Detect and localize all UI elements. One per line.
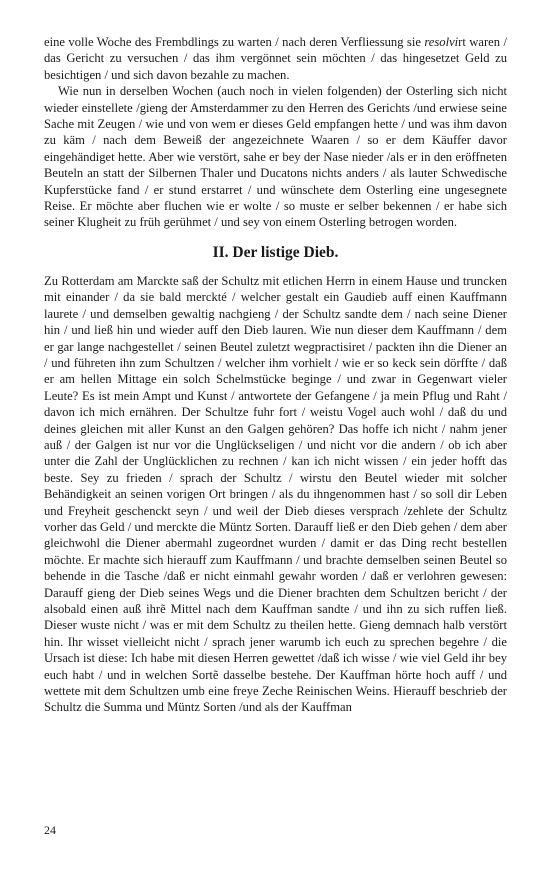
paragraph	[44, 83, 507, 231]
paragraph-text: Zu Rotterdam am Marckte saß der Schultz mit etlichen Herrn in einem Hause und truncken mit einander / da sie bald merckté / welcher gestalt ein Gaudieb auff einen Kauffmann laurete / und demselben gewaltig nachgieng / der Schultz sandte dem / nach seine Diener hin / und ließ hin und wieder auff den Dieb lauren. Wie nun dieser dem Kauffmann / dem er gar lange nachgestellet / seinen Beutel zuletzt wegpractisiret / packten ihn die Diener an / und führeten ihn zum Schultzen / welcher ihm vorhielt / wie er so keck sein dörffte / daß er am hellen Mittage ein solch Schelmstücke beginge / und zwar in Gegenwart vieler Leute? Es ist mein Ampt und Kunst / antwortete der Gefangene / ja mein Pflug und Raht / davon ich mich ernähren. Der Schultze fuhr fort / weistu Vogel auch wohl / daß du und deines gleichen mit aller Kunst an den Galgen gehören? Das hoffe ich nicht / nahm jener auß / der Galgen ist nur vor die Unglückseligen / und nicht vor die andern / ob ich aber unter die Zahl der Unglücklichen zu rechnen / kan ich nicht wissen / ein jeder hofft das beste. Sey zu frieden / sprach der Schultz / wirstu den Beutel wieder mit solcher Behändigkeit an seinen vorigen Ort bringen / als du ihngenommen hast / so soll dir Leben und Freyheit geschenckt seyn / und weil der Dieb dieses versprach /zehlete der Schultz vorher das Geld / und merckte die Müntz Sorten. Darauff ließ er den Dieb gehen / dem aber gleichwohl die Diener abermahl zugeordnet wurden / damit er das Ding recht bestellen möchte. Er machte sich hierauff zum Kauffmann / und brachte demselben seinen Beutel so behende in die Tasche /daß er nicht einmahl gewahr worden / daß er verlohren gewesen: Darauff gieng der Dieb seines Wegs und die Diener brachten dem Schultzen bericht / der alsobald einen auß ihrẽ Mittel nach dem Kauffman sandte / und ihn zu sich ruffen ließ. Dieser wuste nicht / was er mit dem Schultz zu theilen hette. Gieng demnach halb verstört hin. Ihr wisset vielleicht nicht / sprach jener warumb ich euch zu sprechen begehre / die Ursach ist diese: Ich habe mit diesen Herren gewettet /daß ich wisse / wie viel Geld ihr bey euch habt / und in welchen Sortẽ dasselbe bestehe. Der Kauffman hörte hoch auff / und wettete mit dem Schultzen umb eine freye Zeche Reinischen Weins. Hierauff beschrieb der Schultz die Summa und Müntz Sorten /und als der Kauffman	[44, 273, 507, 715]
paragraph	[44, 34, 507, 83]
paragraph	[44, 273, 507, 716]
chapter-title: II. Der listige Dieb.	[212, 243, 339, 261]
page-number: 24	[44, 823, 56, 837]
paragraph-text: Wie nun in derselben Wochen (auch noch in vielen folgenden) der Osterling sich nicht wieder einstellete /gieng der Amsterdammer zu den Herren des Gerichts /und erwiese seine Sache mit Zeugen / wie und von wem er dieses Geld empfangen hette / und was ihm davon zu käm / nach dem Beweiß der angezeichnete Waaren / so er dem Käuffer davor eingehändiget hette. Aber wie verstört, sahe er bey der Nase nieder /als er in den eröffneten Beuteln an statt der Silbernen Thaler und Ducatons nichts anders / als lauter Schwedische Kupferstücke fand / er stund erstarret / und wünschete dem Osterling eine ungesegnete Reise. Er möchte aber fluchen wie er wolte / so muste er selber bekennen / er habe sich seiner Klugheit zu früh gerühmet / und sey von einem Osterling betrogen worden.	[44, 84, 507, 230]
italic-text: resolvi	[424, 35, 459, 49]
text-block-chapter-body	[44, 273, 507, 716]
paragraph-text: eine volle Woche des Frembdlings zu warten / nach deren Verfliessung sie	[44, 35, 425, 49]
paragraph-text: rt waren / das Gericht zu versuchen / das ihm vergönnet sein möchten / das hingesetzet Geld zu besichtigen / und sich davon bezahle zu machen.	[44, 35, 507, 82]
text-block-before-chapter	[44, 34, 507, 231]
page-body	[44, 34, 507, 716]
